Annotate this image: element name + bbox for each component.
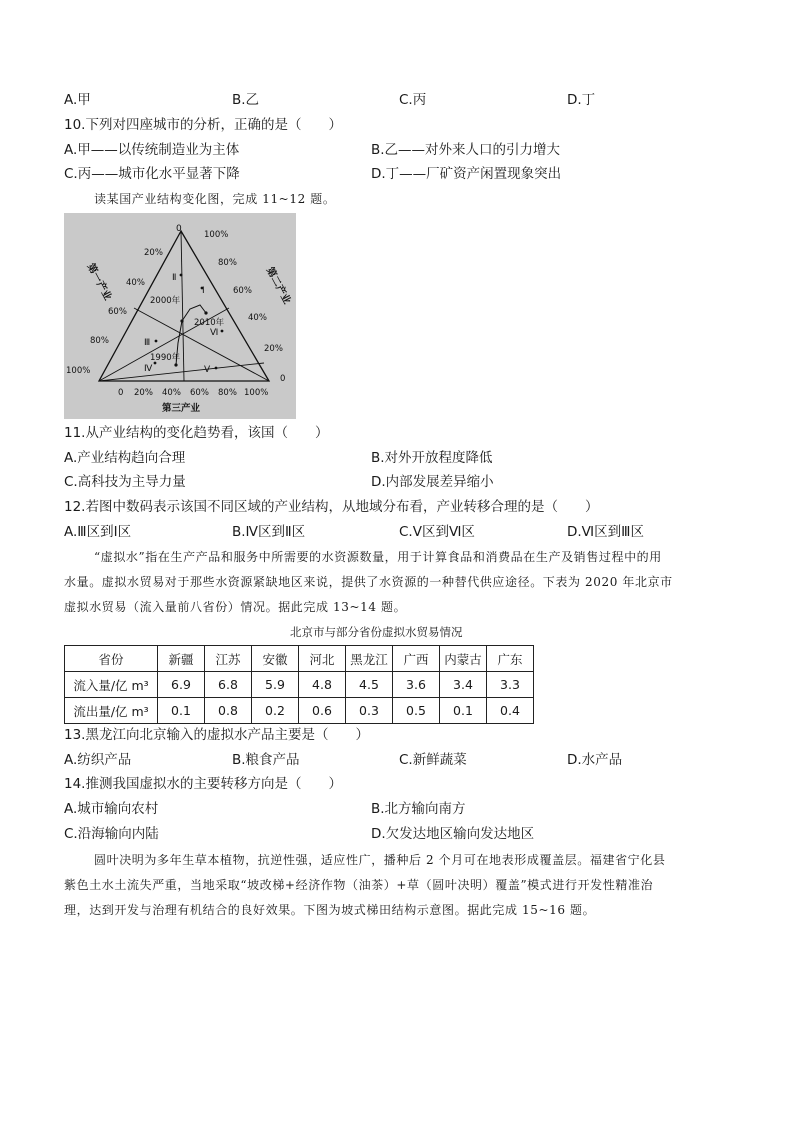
table-cell: 6.9 xyxy=(158,672,205,698)
right-tick: 100% xyxy=(204,230,229,240)
left-tick: 80% xyxy=(90,336,109,346)
intro-13-14-line1: “虚拟水”指在生产产品和服务中所需要的水资源数量，用于计算食品和消费品在生产及销售过程中的用 xyxy=(94,550,662,564)
table-cell: 3.3 xyxy=(487,672,534,698)
table-header-cell: 黑龙江 xyxy=(346,646,393,672)
right-tick: 0 xyxy=(280,374,286,384)
table-cell: 0.1 xyxy=(158,698,205,724)
table-header-cell: 省份 xyxy=(65,646,158,672)
intro-13-14-line2: 水量。虚拟水贸易对于那些水资源紧缺地区来说，提供了水资源的一种替代供应途径。下表为 2020 年北京市 xyxy=(64,575,673,589)
table-header-cell: 安徽 xyxy=(252,646,299,672)
table-cell: 3.6 xyxy=(393,672,440,698)
q10-option-d: D.丁——厂矿资产闲置现象突出 xyxy=(371,166,562,182)
table-cell: 0.3 xyxy=(346,698,393,724)
bottom-tick: 100% xyxy=(244,388,269,398)
table-cell: 0.5 xyxy=(393,698,440,724)
q11-option-b: B.对外开放程度降低 xyxy=(371,450,493,466)
q14-option-a: A.城市输向农村 xyxy=(64,801,159,817)
region-label: Ⅰ xyxy=(202,286,205,296)
table-header-cell: 河北 xyxy=(299,646,346,672)
year-label: 2010年 xyxy=(194,318,225,328)
q14-option-d: D.欠发达地区输向发达地区 xyxy=(371,826,535,842)
table-cell: 0.4 xyxy=(487,698,534,724)
right-tick: 40% xyxy=(248,313,267,323)
q11-option-d: D.内部发展差异缩小 xyxy=(371,474,494,490)
right-axis-title: 第二产业 xyxy=(263,265,293,307)
table-cell: 4.5 xyxy=(346,672,393,698)
q12-option-d: D.Ⅵ区到Ⅲ区 xyxy=(567,524,644,540)
q13-stem: 13.黑龙江向北京输入的虚拟水产品主要是（ ） xyxy=(64,727,369,743)
q10-stem: 10.下列对四座城市的分析，正确的是（ ） xyxy=(64,117,342,133)
table-header-cell: 广东 xyxy=(487,646,534,672)
bottom-tick: 60% xyxy=(190,388,209,398)
right-tick: 80% xyxy=(218,258,237,268)
q12-option-c: C.Ⅴ区到Ⅵ区 xyxy=(399,524,475,540)
table-header-row xyxy=(65,646,534,672)
year-label: 2000年 xyxy=(150,296,181,306)
table-header-cell: 广西 xyxy=(393,646,440,672)
q10-option-a: A.甲——以传统制造业为主体 xyxy=(64,142,240,158)
table-cell: 流入量/亿 m³ xyxy=(65,672,158,698)
table-cell: 流出量/亿 m³ xyxy=(65,698,158,724)
intro-13-14-line3: 虚拟水贸易（流入量前八省份）情况。据此完成 13~14 题。 xyxy=(64,600,407,614)
table-cell: 6.8 xyxy=(205,672,252,698)
q12-option-b: B.Ⅳ区到Ⅱ区 xyxy=(232,524,306,540)
region-label: Ⅱ xyxy=(172,273,177,283)
left-tick: 100% xyxy=(66,366,91,376)
q11-option-c: C.高科技为主导力量 xyxy=(64,474,186,490)
bottom-tick: 40% xyxy=(162,388,181,398)
q11-option-a: A.产业结构趋向合理 xyxy=(64,450,186,466)
bottom-axis-title: 第三产业 xyxy=(162,403,201,414)
region-label: Ⅴ xyxy=(204,365,211,375)
year-label: 1990年 xyxy=(150,353,181,363)
q10-option-b: B.乙——对外来人口的引力增大 xyxy=(371,142,561,158)
q10-option-c: C.丙——城市化水平显著下降 xyxy=(64,166,240,182)
table-caption: 北京市与部分省份虚拟水贸易情况 xyxy=(290,625,463,639)
q9-option-d: D.丁 xyxy=(567,92,596,108)
region-label: Ⅲ xyxy=(144,338,151,348)
q13-option-c: C.新鲜蔬菜 xyxy=(399,752,467,768)
table-cell: 0.8 xyxy=(205,698,252,724)
table-header-cell: 江苏 xyxy=(205,646,252,672)
industry-structure-figure xyxy=(64,213,296,419)
virtual-water-table xyxy=(64,645,534,724)
intro-11-12: 读某国产业结构变化图，完成 11~12 题。 xyxy=(94,192,336,206)
q11-stem: 11.从产业结构的变化趋势看，该国（ ） xyxy=(64,425,329,441)
intro-15-16-line2: 紫色土水土流失严重，当地采取“坡改梯+经济作物（油茶）+草（圆叶决明）覆盖”模式进行开发性精准治 xyxy=(64,878,654,892)
region-label: Ⅵ xyxy=(210,328,219,338)
q9-option-c: C.丙 xyxy=(399,92,427,108)
q14-option-c: C.沿海输向内陆 xyxy=(64,826,159,842)
top-zero-label: 0 xyxy=(176,224,182,234)
left-tick: 60% xyxy=(108,307,127,317)
table-cell: 0.1 xyxy=(440,698,487,724)
q9-option-b: B.乙 xyxy=(232,92,260,108)
bottom-tick: 0 xyxy=(118,388,124,398)
intro-15-16-line3: 理，达到开发与治理有机结合的良好效果。下图为坡式梯田结构示意图。据此完成 15~16 题。 xyxy=(64,903,596,917)
left-tick: 20% xyxy=(144,248,163,258)
right-tick: 60% xyxy=(233,286,252,296)
table-cell: 4.8 xyxy=(299,672,346,698)
q12-stem: 12.若图中数码表示该国不同区域的产业结构，从地域分布看，产业转移合理的是（ ） xyxy=(64,499,599,515)
table-cell: 3.4 xyxy=(440,672,487,698)
bottom-tick: 80% xyxy=(218,388,237,398)
table-header-cell: 内蒙古 xyxy=(440,646,487,672)
region-label: Ⅳ xyxy=(144,364,153,374)
q12-option-a: A.Ⅲ区到Ⅰ区 xyxy=(64,524,132,540)
table-cell: 0.2 xyxy=(252,698,299,724)
table-row xyxy=(65,698,534,724)
bottom-tick: 20% xyxy=(134,388,153,398)
q14-option-b: B.北方输向南方 xyxy=(371,801,466,817)
table-cell: 0.6 xyxy=(299,698,346,724)
right-tick: 20% xyxy=(264,344,283,354)
q13-option-a: A.纺织产品 xyxy=(64,752,132,768)
table-header-cell: 新疆 xyxy=(158,646,205,672)
table-cell: 5.9 xyxy=(252,672,299,698)
q13-option-b: B.粮食产品 xyxy=(232,752,300,768)
left-axis-title: 第一产业 xyxy=(84,261,114,303)
q9-option-a: A.甲 xyxy=(64,92,91,108)
q14-stem: 14.推测我国虚拟水的主要转移方向是（ ） xyxy=(64,776,342,792)
intro-15-16-line1: 圆叶决明为多年生草本植物，抗逆性强，适应性广，播种后 2 个月可在地表形成覆盖层。福建省宁化县 xyxy=(94,853,666,867)
table-row xyxy=(65,672,534,698)
left-tick: 40% xyxy=(126,278,145,288)
q13-option-d: D.水产品 xyxy=(567,752,623,768)
